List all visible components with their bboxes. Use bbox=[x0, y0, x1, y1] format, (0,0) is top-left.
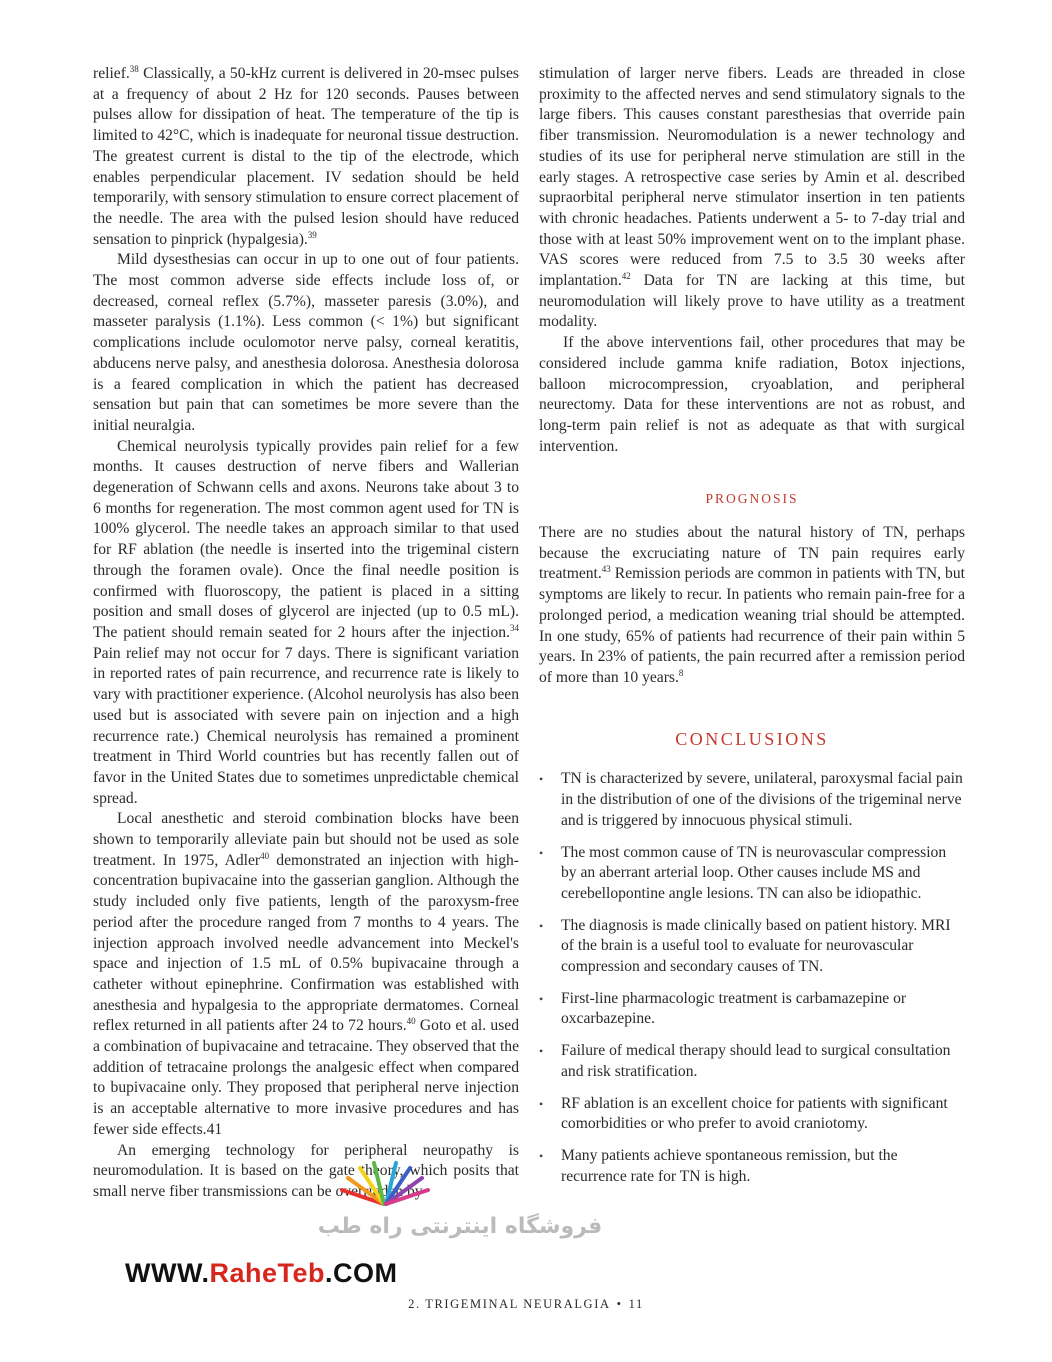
watermark-persian: فروشگاه اینترنتی راه طب bbox=[317, 1214, 603, 1239]
book-logo-icon bbox=[330, 1160, 440, 1213]
chapter-title: 2. TRIGEMINAL NEURALGIA bbox=[408, 1297, 611, 1311]
citation: 39 bbox=[307, 229, 317, 240]
paragraph-dysesthesias: Mild dysesthesias can occur in up to one out of four patients. The most common adverse side effects include loss of, or decreased, corneal reflex (5.7%), masseter paresis (3.0%), and masseter paralysis (1.1%). Less common (< 1%) but significant complications include oculomotor nerve palsy, corneal keratitis, abducens nerve palsy, and anesthesia dolorosa. Anesthesia dolorosa is a feared complication in which the patient has decreased sensation but pain that can sometimes be more severe than the initial neuralgia. bbox=[93, 251, 519, 434]
citation: 42 bbox=[621, 270, 631, 281]
paragraph-prognosis: There are no studies about the natural history of TN, perhaps because the excruciating nature of TN pain requires early treatment.$^{43}$ Remission periods are common in patients with TN, but symptoms are likely to recur. In patients who remain pain-free for a prolonged period, a medication weaning trial should be attempted. In one study, 65% of patients had recurrence of their pain within 5 years. In 23% of patients, the pain recurred after a remission period of more than 10 years.$^8$ bbox=[539, 524, 965, 686]
heading-prognosis: PROGNOSIS bbox=[705, 491, 799, 507]
list-item: • TN is characterized by severe, unilateral, paroxysmal facial pain in the distribution of one of the divisions of the trigeminal nerve and is triggered by innocuous physical stimuli. bbox=[539, 769, 965, 831]
page-footer bbox=[0, 1297, 1052, 1312]
paragraph-neuromodulation: An emerging technology for peripheral neuropathy is neuromodulation. It is based on the gate theory, which posits that small nerve fiber transmissions can be overridden by bbox=[93, 1141, 519, 1200]
citation: 34 bbox=[510, 622, 519, 633]
paragraph-pulsed-rf: relief.$^{38}$ Classically, a 50-kHz current is delivered in 20-msec pulses at a frequency of about 2 Hz for 120 seconds. Pauses between pulses allow for dissipation of heat. The temperature of the tip is limited to 42°C, which is inadequate for neuronal tissue destruction. The greatest current is distal to the tip of the electrode, which enables perpendicular placement. IV sedation should be held temporarily, with sensory stimulation to ensure correct placement of the needle. The area with the pulsed lesion should have reduced sensation to pinprick (hypalgesia).$^{39}$ bbox=[93, 63, 519, 248]
paragraph-local-anesthetic: Local anesthetic and steroid combination blocks have been shown to temporarily alleviate pain but should not be used as sole treatment. In 1975, Adler$^{40}$ demonstrated an injection with high-concentration bupivacaine into the gasserian ganglion. Although the study included only five patients, length of the paroxysm-free period after the procedure ranged from 7 months to 4 years. The injection approach involved needle advancement into Meckel's space and injection of 1.5 mL of 0.5% bupivacaine through a catheter without epinephrine. Confirmation was established with anesthesia and hypalgesia to the appropriate dermatomes. Corneal reflex returned in all patients after 24 to 72 hours.$^{40}$ Goto et al. used a combination of bupivacaine and tetracaine. They observed that the addition of tetracaine prolongs the analgesic effect when compared to bupivacaine only. They proposed that peripheral nerve injection is an acceptable alternative to more invasive procedures and has fewer side effects.41 bbox=[93, 810, 519, 1138]
list-item: • First-line pharmacologic treatment is carbamazepine or oxcarbazepine. bbox=[539, 989, 965, 1030]
footer-separator: • bbox=[616, 1297, 623, 1311]
paragraph-other-procedures: If the above interventions fail, other procedures that may be considered include gamma knife radiation, Botox injections, balloon microcompression, cryoablation, and peripheral neurectomy. Data for these interventions are not as robust, and long-term pain relief is not as adequate as that with surgical intervention. bbox=[539, 334, 965, 455]
citation: 43 bbox=[601, 564, 611, 575]
citation: 38 bbox=[129, 63, 139, 74]
list-item: • The diagnosis is made clinically based on patient history. MRI of the brain is a useful tool to evaluate for neurovascular compression and secondary causes of TN. bbox=[539, 916, 965, 978]
heading-conclusions: CONCLUSIONS bbox=[675, 728, 829, 749]
right-column bbox=[539, 64, 965, 1198]
list-item: • Failure of medical therapy should lead to surgical consultation and risk stratification. bbox=[539, 1041, 965, 1082]
paragraph-chemical-neurolysis: Chemical neurolysis typically provides pain relief for a few months. It causes destruction of nerve fibers and Wallerian degeneration of Schwann cells and axons. Neurons take about 3 to 6 months for regeneration. The most common agent used for TN is 100% glycerol. The needle takes an approach similar to that used for RF ablation (the needle is inserted into the trigeminal cistern through the foramen ovale). Once the final needle position is confirmed with fluoroscopy, the patient is placed in a sitting position and small doses of glycerol are injected (up to 0.5 mL). The patient should remain seated for 2 hours after the injection.$^{34}$ Pain relief may not occur for 7 days. There is significant variation in reported rates of pain recurrence, and recurrence rate is likely to vary with practitioner experience. (Alcohol neurolysis has also been used but is associated with severe pain on injection and a high recurrence rate.) Chemical neurolysis has remained a prominent treatment in Third World countries but has recently fallen out of favor in the United States due to sometimes unpredictable chemical spread. bbox=[93, 437, 519, 807]
watermark-url: WWW.RaheTeb.COM bbox=[125, 1258, 398, 1288]
citation: 40 bbox=[260, 850, 270, 861]
citation: 8 bbox=[678, 667, 684, 678]
left-column bbox=[93, 64, 519, 1203]
list-item: • RF ablation is an excellent choice for patients with significant comorbidities or who prefer to avoid craniotomy. bbox=[539, 1094, 965, 1135]
paragraph-neuromodulation-cont: stimulation of larger nerve fibers. Leads are threaded in close proximity to the affected nerves and send stimulatory signals to the large fibers. This causes constant paresthesias that override pain fiber transmission. Neuromodulation is a newer technology and studies of its use for peripheral nerve stimulation are still in the early stages. A retrospective case series by Amin et al. described supraorbital peripheral nerve stimulator insertion in ten patients with chronic headaches. Patients underwent a 5- to 7-day trial and those with at least 50% improvement went on to the implant phase. VAS scores were reduced from 7.5 to 3.5 30 weeks after implantation.$^{42}$ Data for TN are lacking at this time, but neuromodulation will likely prove to have utility as a treatment modality. bbox=[539, 65, 965, 331]
list-item: • Many patients achieve spontaneous remission, but the recurrence rate for TN is high. bbox=[539, 1146, 965, 1187]
citation: 40 bbox=[406, 1016, 416, 1027]
page-number: 11 bbox=[628, 1297, 644, 1311]
list-item: • The most common cause of TN is neurovascular compression by an aberrant arterial loop. Other causes include MS and cerebellopontine angle lesions. TN can also be idiopathic. bbox=[539, 843, 965, 905]
conclusions-list bbox=[539, 769, 965, 1187]
